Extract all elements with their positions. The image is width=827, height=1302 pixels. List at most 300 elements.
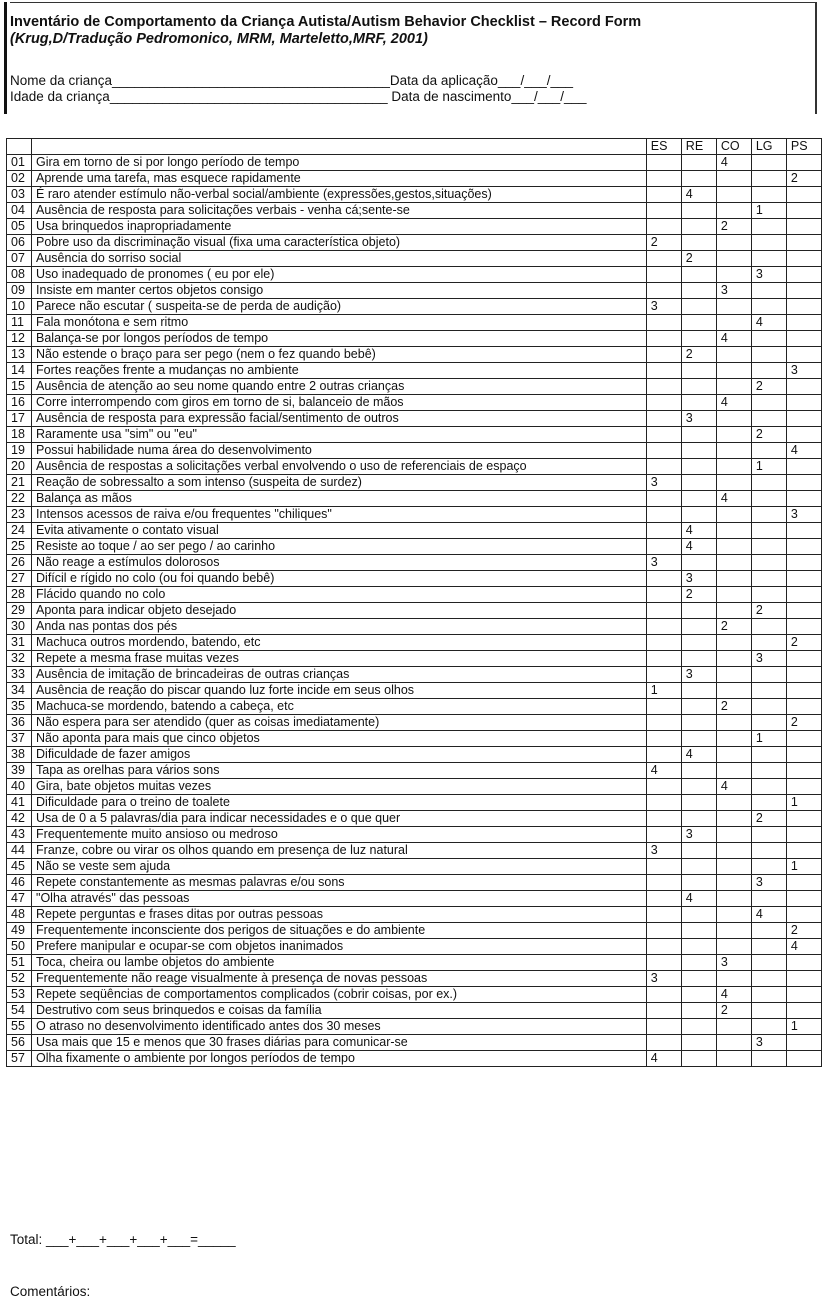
score-cell-es[interactable] bbox=[646, 859, 681, 875]
score-cell-lg[interactable] bbox=[751, 859, 786, 875]
score-cell-lg[interactable] bbox=[751, 171, 786, 187]
score-cell-lg[interactable]: 4 bbox=[751, 315, 786, 331]
score-cell-co[interactable]: 4 bbox=[716, 491, 751, 507]
score-cell-re[interactable] bbox=[681, 923, 716, 939]
score-cell-co[interactable] bbox=[716, 555, 751, 571]
score-cell-es[interactable] bbox=[646, 1035, 681, 1051]
score-cell-ps[interactable] bbox=[786, 1035, 821, 1051]
score-cell-lg[interactable] bbox=[751, 715, 786, 731]
score-cell-co[interactable]: 4 bbox=[716, 395, 751, 411]
score-cell-es[interactable] bbox=[646, 747, 681, 763]
score-cell-ps[interactable] bbox=[786, 203, 821, 219]
score-cell-es[interactable] bbox=[646, 571, 681, 587]
score-cell-re[interactable]: 2 bbox=[681, 587, 716, 603]
score-cell-re[interactable] bbox=[681, 939, 716, 955]
score-cell-lg[interactable]: 2 bbox=[751, 379, 786, 395]
score-cell-re[interactable]: 4 bbox=[681, 523, 716, 539]
score-cell-lg[interactable] bbox=[751, 955, 786, 971]
score-cell-ps[interactable]: 4 bbox=[786, 443, 821, 459]
score-cell-re[interactable] bbox=[681, 155, 716, 171]
score-cell-lg[interactable] bbox=[751, 619, 786, 635]
score-cell-re[interactable] bbox=[681, 267, 716, 283]
score-cell-ps[interactable] bbox=[786, 747, 821, 763]
score-cell-co[interactable] bbox=[716, 843, 751, 859]
score-cell-co[interactable] bbox=[716, 763, 751, 779]
score-cell-co[interactable] bbox=[716, 667, 751, 683]
score-cell-lg[interactable] bbox=[751, 491, 786, 507]
score-cell-ps[interactable]: 4 bbox=[786, 939, 821, 955]
score-cell-es[interactable] bbox=[646, 427, 681, 443]
score-cell-re[interactable] bbox=[681, 1019, 716, 1035]
score-cell-re[interactable] bbox=[681, 395, 716, 411]
score-cell-es[interactable] bbox=[646, 283, 681, 299]
score-cell-re[interactable] bbox=[681, 843, 716, 859]
item-text: Dificuldade para o treino de toalete bbox=[32, 795, 647, 811]
score-cell-es[interactable] bbox=[646, 907, 681, 923]
score-cell-ps[interactable]: 2 bbox=[786, 635, 821, 651]
score-cell-co[interactable] bbox=[716, 363, 751, 379]
score-cell-re[interactable] bbox=[681, 635, 716, 651]
score-cell-ps[interactable] bbox=[786, 875, 821, 891]
score-cell-ps[interactable]: 2 bbox=[786, 171, 821, 187]
score-cell-co[interactable]: 2 bbox=[716, 1003, 751, 1019]
score-cell-lg[interactable]: 3 bbox=[751, 267, 786, 283]
score-cell-co[interactable] bbox=[716, 875, 751, 891]
score-cell-co[interactable] bbox=[716, 315, 751, 331]
score-cell-lg[interactable] bbox=[751, 411, 786, 427]
score-cell-ps[interactable] bbox=[786, 187, 821, 203]
score-cell-es[interactable] bbox=[646, 539, 681, 555]
score-cell-re[interactable] bbox=[681, 715, 716, 731]
score-cell-es[interactable] bbox=[646, 315, 681, 331]
score-cell-lg[interactable] bbox=[751, 395, 786, 411]
score-cell-lg[interactable] bbox=[751, 891, 786, 907]
score-cell-re[interactable]: 3 bbox=[681, 411, 716, 427]
score-cell-es[interactable] bbox=[646, 635, 681, 651]
score-cell-ps[interactable]: 1 bbox=[786, 795, 821, 811]
score-cell-lg[interactable] bbox=[751, 235, 786, 251]
score-cell-es[interactable]: 4 bbox=[646, 1051, 681, 1067]
item-text: Prefere manipular e ocupar-se com objetos inanimados bbox=[32, 939, 647, 955]
score-cell-ps[interactable] bbox=[786, 459, 821, 475]
score-cell-es[interactable] bbox=[646, 155, 681, 171]
score-cell-es[interactable] bbox=[646, 811, 681, 827]
score-cell-co[interactable] bbox=[716, 731, 751, 747]
score-cell-ps[interactable] bbox=[786, 411, 821, 427]
score-cell-lg[interactable] bbox=[751, 283, 786, 299]
score-cell-co[interactable]: 4 bbox=[716, 331, 751, 347]
score-cell-re[interactable] bbox=[681, 683, 716, 699]
score-cell-ps[interactable] bbox=[786, 571, 821, 587]
score-cell-co[interactable] bbox=[716, 235, 751, 251]
score-cell-lg[interactable]: 2 bbox=[751, 603, 786, 619]
score-cell-lg[interactable] bbox=[751, 971, 786, 987]
item-number: 51 bbox=[7, 955, 32, 971]
score-cell-co[interactable] bbox=[716, 859, 751, 875]
score-cell-ps[interactable] bbox=[786, 891, 821, 907]
score-cell-ps[interactable] bbox=[786, 763, 821, 779]
score-cell-lg[interactable] bbox=[751, 523, 786, 539]
score-cell-es[interactable] bbox=[646, 443, 681, 459]
score-cell-ps[interactable] bbox=[786, 475, 821, 491]
score-cell-es[interactable]: 3 bbox=[646, 299, 681, 315]
score-cell-re[interactable]: 3 bbox=[681, 827, 716, 843]
score-cell-lg[interactable]: 3 bbox=[751, 1035, 786, 1051]
score-cell-co[interactable] bbox=[716, 635, 751, 651]
score-cell-co[interactable] bbox=[716, 747, 751, 763]
score-cell-re[interactable]: 4 bbox=[681, 187, 716, 203]
score-cell-re[interactable] bbox=[681, 987, 716, 1003]
score-cell-lg[interactable] bbox=[751, 299, 786, 315]
score-cell-re[interactable] bbox=[681, 955, 716, 971]
score-cell-es[interactable]: 3 bbox=[646, 843, 681, 859]
score-cell-lg[interactable] bbox=[751, 827, 786, 843]
score-cell-re[interactable] bbox=[681, 619, 716, 635]
score-cell-re[interactable]: 2 bbox=[681, 251, 716, 267]
score-cell-re[interactable]: 4 bbox=[681, 891, 716, 907]
score-cell-re[interactable] bbox=[681, 427, 716, 443]
score-cell-co[interactable] bbox=[716, 891, 751, 907]
score-cell-es[interactable] bbox=[646, 715, 681, 731]
score-cell-ps[interactable] bbox=[786, 155, 821, 171]
score-cell-lg[interactable] bbox=[751, 779, 786, 795]
score-cell-re[interactable] bbox=[681, 363, 716, 379]
score-cell-es[interactable] bbox=[646, 251, 681, 267]
score-cell-lg[interactable] bbox=[751, 667, 786, 683]
score-cell-re[interactable] bbox=[681, 651, 716, 667]
score-cell-lg[interactable] bbox=[751, 1019, 786, 1035]
score-cell-re[interactable] bbox=[681, 219, 716, 235]
score-cell-lg[interactable]: 1 bbox=[751, 203, 786, 219]
score-cell-re[interactable] bbox=[681, 875, 716, 891]
score-cell-ps[interactable] bbox=[786, 907, 821, 923]
score-cell-re[interactable] bbox=[681, 1003, 716, 1019]
score-cell-es[interactable] bbox=[646, 987, 681, 1003]
score-cell-re[interactable] bbox=[681, 779, 716, 795]
score-cell-co[interactable] bbox=[716, 907, 751, 923]
score-cell-re[interactable] bbox=[681, 299, 716, 315]
score-cell-lg[interactable] bbox=[751, 219, 786, 235]
score-cell-ps[interactable] bbox=[786, 235, 821, 251]
score-cell-re[interactable]: 3 bbox=[681, 667, 716, 683]
total-line[interactable]: Total: ___+___+___+___+___=_____ bbox=[10, 1232, 236, 1247]
score-cell-lg[interactable] bbox=[751, 635, 786, 651]
score-cell-lg[interactable] bbox=[751, 795, 786, 811]
score-cell-es[interactable] bbox=[646, 491, 681, 507]
score-cell-lg[interactable] bbox=[751, 683, 786, 699]
score-cell-co[interactable]: 3 bbox=[716, 283, 751, 299]
score-cell-re[interactable] bbox=[681, 555, 716, 571]
score-cell-re[interactable] bbox=[681, 603, 716, 619]
score-cell-co[interactable] bbox=[716, 587, 751, 603]
score-cell-lg[interactable] bbox=[751, 331, 786, 347]
score-cell-ps[interactable] bbox=[786, 427, 821, 443]
score-cell-es[interactable] bbox=[646, 651, 681, 667]
child-name-field[interactable]: Nome da criança_____________________________________Data da aplicação___/___/___ bbox=[10, 73, 573, 88]
score-cell-lg[interactable]: 3 bbox=[751, 875, 786, 891]
table-row bbox=[7, 795, 822, 811]
score-cell-es[interactable] bbox=[646, 587, 681, 603]
score-cell-ps[interactable] bbox=[786, 379, 821, 395]
score-cell-es[interactable] bbox=[646, 459, 681, 475]
score-cell-re[interactable] bbox=[681, 907, 716, 923]
score-cell-lg[interactable] bbox=[751, 347, 786, 363]
score-cell-co[interactable] bbox=[716, 459, 751, 475]
score-cell-re[interactable] bbox=[681, 459, 716, 475]
score-cell-co[interactable] bbox=[716, 939, 751, 955]
score-cell-re[interactable]: 2 bbox=[681, 347, 716, 363]
score-cell-lg[interactable]: 2 bbox=[751, 811, 786, 827]
score-cell-ps[interactable]: 3 bbox=[786, 363, 821, 379]
score-cell-co[interactable] bbox=[716, 475, 751, 491]
score-cell-lg[interactable] bbox=[751, 987, 786, 1003]
score-cell-es[interactable]: 3 bbox=[646, 475, 681, 491]
score-cell-ps[interactable] bbox=[786, 843, 821, 859]
score-cell-es[interactable] bbox=[646, 347, 681, 363]
score-cell-es[interactable] bbox=[646, 395, 681, 411]
score-cell-re[interactable] bbox=[681, 331, 716, 347]
score-cell-lg[interactable] bbox=[751, 251, 786, 267]
score-cell-ps[interactable] bbox=[786, 667, 821, 683]
score-cell-re[interactable] bbox=[681, 763, 716, 779]
score-cell-re[interactable] bbox=[681, 379, 716, 395]
score-cell-ps[interactable] bbox=[786, 699, 821, 715]
score-cell-lg[interactable] bbox=[751, 155, 786, 171]
score-cell-re[interactable]: 4 bbox=[681, 747, 716, 763]
score-cell-re[interactable] bbox=[681, 699, 716, 715]
score-cell-es[interactable] bbox=[646, 619, 681, 635]
score-cell-lg[interactable] bbox=[751, 923, 786, 939]
score-cell-re[interactable] bbox=[681, 971, 716, 987]
score-cell-ps[interactable] bbox=[786, 603, 821, 619]
score-cell-co[interactable]: 2 bbox=[716, 219, 751, 235]
score-cell-re[interactable] bbox=[681, 811, 716, 827]
score-cell-co[interactable]: 4 bbox=[716, 155, 751, 171]
score-cell-ps[interactable] bbox=[786, 651, 821, 667]
score-cell-es[interactable] bbox=[646, 731, 681, 747]
score-cell-es[interactable] bbox=[646, 667, 681, 683]
score-cell-co[interactable] bbox=[716, 443, 751, 459]
score-cell-es[interactable] bbox=[646, 1019, 681, 1035]
score-cell-es[interactable] bbox=[646, 363, 681, 379]
score-cell-es[interactable] bbox=[646, 507, 681, 523]
score-cell-lg[interactable]: 2 bbox=[751, 427, 786, 443]
score-cell-es[interactable] bbox=[646, 699, 681, 715]
score-cell-es[interactable] bbox=[646, 411, 681, 427]
score-cell-lg[interactable] bbox=[751, 187, 786, 203]
score-cell-re[interactable] bbox=[681, 1051, 716, 1067]
score-cell-ps[interactable] bbox=[786, 347, 821, 363]
score-cell-co[interactable]: 4 bbox=[716, 779, 751, 795]
score-cell-co[interactable] bbox=[716, 1019, 751, 1035]
score-cell-co[interactable] bbox=[716, 507, 751, 523]
score-cell-es[interactable]: 1 bbox=[646, 683, 681, 699]
score-cell-ps[interactable] bbox=[786, 283, 821, 299]
score-cell-ps[interactable] bbox=[786, 987, 821, 1003]
score-cell-re[interactable] bbox=[681, 507, 716, 523]
score-cell-co[interactable] bbox=[716, 923, 751, 939]
score-cell-es[interactable] bbox=[646, 187, 681, 203]
score-cell-co[interactable] bbox=[716, 1051, 751, 1067]
score-cell-re[interactable] bbox=[681, 171, 716, 187]
score-cell-co[interactable] bbox=[716, 811, 751, 827]
score-cell-lg[interactable]: 1 bbox=[751, 459, 786, 475]
score-cell-es[interactable] bbox=[646, 379, 681, 395]
score-cell-es[interactable] bbox=[646, 795, 681, 811]
score-cell-ps[interactable] bbox=[786, 955, 821, 971]
score-cell-ps[interactable] bbox=[786, 219, 821, 235]
checklist-table bbox=[6, 138, 822, 1067]
score-cell-lg[interactable] bbox=[751, 507, 786, 523]
score-cell-co[interactable] bbox=[716, 203, 751, 219]
score-cell-re[interactable] bbox=[681, 443, 716, 459]
score-cell-es[interactable]: 3 bbox=[646, 971, 681, 987]
score-cell-ps[interactable] bbox=[786, 315, 821, 331]
score-cell-ps[interactable] bbox=[786, 731, 821, 747]
score-cell-ps[interactable] bbox=[786, 779, 821, 795]
score-cell-lg[interactable] bbox=[751, 699, 786, 715]
score-cell-re[interactable] bbox=[681, 1035, 716, 1051]
score-cell-ps[interactable] bbox=[786, 251, 821, 267]
score-cell-es[interactable]: 4 bbox=[646, 763, 681, 779]
score-cell-lg[interactable] bbox=[751, 763, 786, 779]
item-text: Balança-se por longos períodos de tempo bbox=[32, 331, 647, 347]
score-cell-es[interactable] bbox=[646, 331, 681, 347]
score-cell-es[interactable] bbox=[646, 923, 681, 939]
score-cell-es[interactable] bbox=[646, 875, 681, 891]
score-cell-lg[interactable] bbox=[751, 587, 786, 603]
score-cell-co[interactable]: 3 bbox=[716, 955, 751, 971]
score-cell-re[interactable] bbox=[681, 283, 716, 299]
score-cell-es[interactable] bbox=[646, 955, 681, 971]
score-cell-ps[interactable] bbox=[786, 587, 821, 603]
score-cell-co[interactable] bbox=[716, 539, 751, 555]
score-cell-ps[interactable] bbox=[786, 395, 821, 411]
item-number: 26 bbox=[7, 555, 32, 571]
score-cell-lg[interactable] bbox=[751, 475, 786, 491]
score-cell-lg[interactable] bbox=[751, 363, 786, 379]
child-age-field[interactable]: Idade da criança_____________________________________ Data de nascimento___/___/___ bbox=[10, 89, 587, 104]
score-cell-re[interactable] bbox=[681, 235, 716, 251]
score-cell-ps[interactable] bbox=[786, 683, 821, 699]
score-cell-es[interactable] bbox=[646, 1003, 681, 1019]
item-number: 49 bbox=[7, 923, 32, 939]
score-cell-co[interactable] bbox=[716, 571, 751, 587]
score-cell-es[interactable] bbox=[646, 523, 681, 539]
table-row bbox=[7, 363, 822, 379]
score-cell-ps[interactable] bbox=[786, 555, 821, 571]
score-cell-co[interactable] bbox=[716, 299, 751, 315]
score-cell-co[interactable] bbox=[716, 683, 751, 699]
score-cell-es[interactable] bbox=[646, 939, 681, 955]
score-cell-co[interactable] bbox=[716, 603, 751, 619]
score-cell-re[interactable]: 3 bbox=[681, 571, 716, 587]
score-cell-ps[interactable] bbox=[786, 1003, 821, 1019]
score-cell-es[interactable] bbox=[646, 779, 681, 795]
score-cell-co[interactable] bbox=[716, 187, 751, 203]
score-cell-es[interactable] bbox=[646, 603, 681, 619]
score-cell-co[interactable] bbox=[716, 523, 751, 539]
score-cell-es[interactable] bbox=[646, 219, 681, 235]
score-cell-co[interactable] bbox=[716, 379, 751, 395]
score-cell-lg[interactable] bbox=[751, 843, 786, 859]
score-cell-lg[interactable] bbox=[751, 443, 786, 459]
score-cell-re[interactable]: 4 bbox=[681, 539, 716, 555]
score-cell-ps[interactable] bbox=[786, 827, 821, 843]
score-cell-re[interactable] bbox=[681, 795, 716, 811]
score-cell-co[interactable] bbox=[716, 1035, 751, 1051]
score-cell-co[interactable] bbox=[716, 427, 751, 443]
score-cell-es[interactable] bbox=[646, 891, 681, 907]
score-cell-co[interactable] bbox=[716, 251, 751, 267]
score-cell-lg[interactable]: 4 bbox=[751, 907, 786, 923]
score-cell-co[interactable] bbox=[716, 715, 751, 731]
score-cell-ps[interactable]: 3 bbox=[786, 507, 821, 523]
score-cell-co[interactable] bbox=[716, 827, 751, 843]
item-number: 52 bbox=[7, 971, 32, 987]
score-cell-ps[interactable]: 2 bbox=[786, 923, 821, 939]
score-cell-es[interactable] bbox=[646, 203, 681, 219]
score-cell-es[interactable]: 3 bbox=[646, 555, 681, 571]
score-cell-es[interactable] bbox=[646, 827, 681, 843]
score-cell-re[interactable] bbox=[681, 859, 716, 875]
score-cell-ps[interactable]: 2 bbox=[786, 715, 821, 731]
score-cell-co[interactable]: 2 bbox=[716, 619, 751, 635]
score-cell-es[interactable] bbox=[646, 171, 681, 187]
score-cell-lg[interactable] bbox=[751, 1051, 786, 1067]
score-cell-lg[interactable] bbox=[751, 571, 786, 587]
score-cell-co[interactable] bbox=[716, 971, 751, 987]
score-cell-re[interactable] bbox=[681, 491, 716, 507]
score-cell-re[interactable] bbox=[681, 203, 716, 219]
score-cell-ps[interactable] bbox=[786, 267, 821, 283]
score-cell-ps[interactable] bbox=[786, 523, 821, 539]
score-cell-ps[interactable]: 1 bbox=[786, 859, 821, 875]
score-cell-co[interactable] bbox=[716, 795, 751, 811]
score-cell-lg[interactable] bbox=[751, 555, 786, 571]
score-cell-ps[interactable] bbox=[786, 539, 821, 555]
score-cell-ps[interactable] bbox=[786, 491, 821, 507]
score-cell-ps[interactable] bbox=[786, 331, 821, 347]
score-cell-ps[interactable]: 1 bbox=[786, 1019, 821, 1035]
score-cell-lg[interactable] bbox=[751, 539, 786, 555]
score-cell-co[interactable]: 2 bbox=[716, 699, 751, 715]
score-cell-ps[interactable] bbox=[786, 971, 821, 987]
score-cell-es[interactable] bbox=[646, 267, 681, 283]
score-cell-ps[interactable] bbox=[786, 811, 821, 827]
score-cell-lg[interactable] bbox=[751, 939, 786, 955]
score-cell-re[interactable] bbox=[681, 315, 716, 331]
score-cell-es[interactable]: 2 bbox=[646, 235, 681, 251]
score-cell-re[interactable] bbox=[681, 475, 716, 491]
score-cell-lg[interactable] bbox=[751, 1003, 786, 1019]
score-cell-co[interactable] bbox=[716, 267, 751, 283]
item-text: Não se veste sem ajuda bbox=[32, 859, 647, 875]
score-cell-ps[interactable] bbox=[786, 619, 821, 635]
score-cell-co[interactable]: 4 bbox=[716, 987, 751, 1003]
score-cell-lg[interactable]: 3 bbox=[751, 651, 786, 667]
score-cell-ps[interactable] bbox=[786, 1051, 821, 1067]
score-cell-co[interactable] bbox=[716, 347, 751, 363]
score-cell-co[interactable] bbox=[716, 651, 751, 667]
score-cell-co[interactable] bbox=[716, 411, 751, 427]
score-cell-lg[interactable] bbox=[751, 747, 786, 763]
score-cell-co[interactable] bbox=[716, 171, 751, 187]
score-cell-lg[interactable]: 1 bbox=[751, 731, 786, 747]
item-text: Aprende uma tarefa, mas esquece rapidamente bbox=[32, 171, 647, 187]
score-cell-ps[interactable] bbox=[786, 299, 821, 315]
score-cell-re[interactable] bbox=[681, 731, 716, 747]
